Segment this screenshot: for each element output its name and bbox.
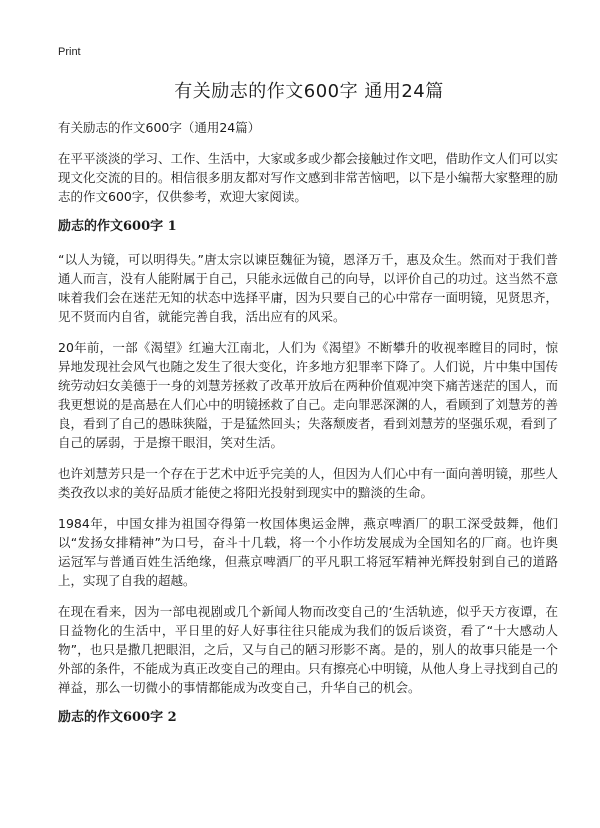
intro-paragraph: 在平平淡淡的学习、工作、生活中，大家或多或少都会接触过作文吧，借助作文人们可以实现文化交流的目的。相信很多朋友都对写作文感到非常苦恼吧，以下是小编帮大家整理的励志的作文600字，仅供参考，欢迎大家阅读。 [58, 151, 559, 204]
section1-paragraph-3: 也许刘慧芳只是一个存在于艺术中近乎完美的人，但因为人们心中有一面向善明镜，那些人类孜孜以求的美好品质才能使之将阳光投射到现实中的黯淡的生命。 [58, 466, 559, 500]
document-subtitle: 有关励志的作文600字（通用24篇） [58, 120, 261, 135]
print-label[interactable]: Print [58, 46, 81, 58]
page-title: 有关励志的作文600字 通用24篇 [174, 81, 444, 102]
section-heading-2: 励志的作文600字 2 [58, 710, 177, 725]
section1-paragraph-5: 在现在看来，因为一部电视剧或几个新闻人物而改变自己的‘生活轨迹，似乎天方夜谭，在日益物化的生活中，平日里的好人好事往往只能成为我们的饭后谈资，看了“十大感动人物”，也只是撒几把眼泪，之后，又与自己的陋习形影不离。是的，别人的故事只能是一个外部的条件，不能成为真正改变自己的理由。只有擦亮心中明镜，从他人身上寻找到自己的禅益，那么一切微小的事情都能成为改变自己，升华自己的机会。 [58, 604, 559, 695]
section1-paragraph-4: 1984年，中国女排为祖国夺得第一枚国体奥运金牌，燕京啤酒厂的职工深受鼓舞，他们以“发扬女排精神”为口号，奋斗十几载，将一个小作坊发展成为全国知名的厂商。也许奥运冠军与普通百姓生活绝缘，但燕京啤酒厂的平凡职工将冠军精神光辉投射到自己的道路上，实现了自我的超越。 [58, 516, 558, 588]
section1-paragraph-1: “以人为镜，可以明得失。”唐太宗以谏臣魏征为镜，恩泽万千，惠及众生。然而对于我们普通人而言，没有人能附属于自己，只能永远做自己的向导，以评价自己的功过。这当然不意味着我们会在迷茫无知的状态中选择平庸，因为只要自己的心中常存一面明镜，见贤思齐，见不贤而内自省，就能完善自我，活出应有的风采。 [58, 252, 559, 324]
section1-paragraph-2: 20年前，一部《渴望》红遍大江南北，人们为《渴望》不断攀升的收视率瞠目的同时，惊异地发现社会风气也随之发生了很大变化，许多地方犯罪率下降了。人们说，片中集中国传统劳动妇女美德于一身的刘慧芳拯救了改革开放后在两种价值观冲突下痛苦迷茫的国人，而我更想说的是高悬在人们心中的明镜拯救了自己。走向罪恶深渊的人，看顾到了刘慧芳的善良，看到了自己的愚昧狭隘，于是猛然回头；失落颓废者，看到刘慧芳的坚强乐观，看到了自己的孱弱，于是擦干眼泪，笑对生活。 [58, 340, 559, 450]
document-body [58, 119, 558, 741]
section-heading-1: 励志的作文600字 1 [58, 219, 177, 234]
